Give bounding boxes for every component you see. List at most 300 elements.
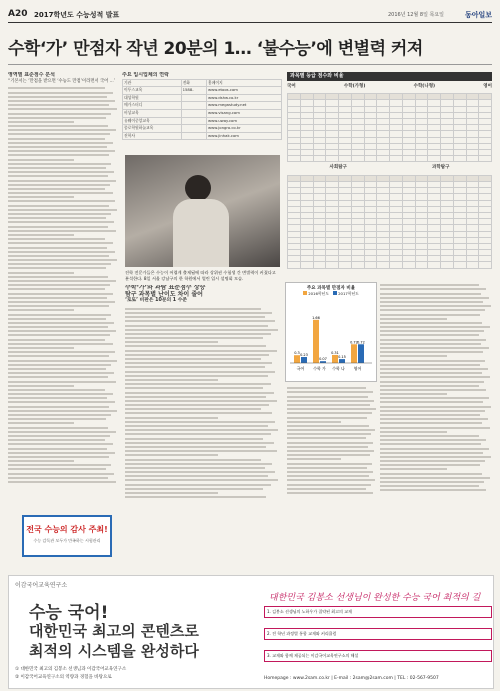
bar <box>358 344 364 363</box>
ad-box-text: 1. 김봉소 선생님의 노하우가 집약된 최고의 교재 <box>267 609 352 614</box>
text-line <box>380 464 480 466</box>
table-row <box>288 156 492 162</box>
text-line <box>8 221 114 223</box>
text-line <box>8 460 74 462</box>
text-line <box>8 138 105 140</box>
text-line <box>8 330 116 332</box>
cell <box>377 156 390 162</box>
middle-article <box>125 285 280 500</box>
text-line <box>8 146 107 148</box>
text-line <box>8 159 74 161</box>
text-line <box>8 406 109 408</box>
data-label: 0.07 <box>319 357 327 362</box>
cell <box>402 156 415 162</box>
text-line <box>380 406 491 408</box>
ad-box-text: 3. 교재와 함께 제공되는 이감국어교육연구소의 해설 <box>267 653 359 658</box>
text-line <box>8 284 110 286</box>
person-body <box>173 199 229 267</box>
chart-container <box>285 282 377 382</box>
text-line <box>380 297 489 299</box>
cell <box>364 262 377 268</box>
cell <box>428 262 441 268</box>
score-table-title: 과목별 등급 점수와 비율 <box>287 72 492 81</box>
ad-box <box>264 650 492 662</box>
subject-label: 수학(나형) <box>413 83 436 89</box>
text-line <box>125 479 278 481</box>
data-label: 0.72 <box>357 340 365 345</box>
article-body <box>125 308 280 500</box>
text-line <box>380 473 482 475</box>
text-line <box>8 355 109 357</box>
text-line <box>8 263 111 265</box>
text-line <box>125 459 261 461</box>
text-line <box>380 485 479 487</box>
text-line <box>125 450 277 452</box>
text-line <box>287 391 373 393</box>
text-line <box>8 121 74 123</box>
text-line <box>287 463 372 465</box>
text-line <box>8 100 115 102</box>
table-row <box>123 102 282 110</box>
text-line <box>380 456 491 458</box>
subject-label: 과학탐구 <box>432 165 450 171</box>
cell <box>351 156 364 162</box>
text-line <box>380 360 485 362</box>
ad-headline-1: 수능 국어! <box>29 603 109 623</box>
text-line <box>8 385 74 387</box>
text-line <box>380 309 485 311</box>
text-line <box>380 284 479 286</box>
cell: www.visang.com <box>207 109 282 117</box>
text-line <box>8 196 74 198</box>
text-line <box>8 305 109 307</box>
newspaper-logo: 동아일보 <box>464 11 492 19</box>
cell <box>377 262 390 268</box>
text-line <box>8 255 109 257</box>
text-line <box>8 259 117 261</box>
text-line <box>125 392 274 394</box>
text-line <box>287 433 371 435</box>
text-line <box>380 322 482 324</box>
text-line <box>125 350 277 352</box>
ad-box <box>264 606 492 618</box>
contact-table <box>122 79 282 141</box>
cell <box>415 262 428 268</box>
cell: 메가스터디 <box>123 102 182 110</box>
category-label: 수학 나 <box>332 366 345 371</box>
text-line <box>287 475 369 477</box>
text-line <box>8 92 113 94</box>
ad-subtitle: 수능 감독관 모두가 만족하는 시험관리 <box>33 538 101 543</box>
text-line <box>125 492 218 494</box>
text-line <box>8 167 106 169</box>
cell <box>415 156 428 162</box>
mid-right-article <box>287 385 377 500</box>
text-line <box>8 104 109 106</box>
text-line <box>8 477 108 479</box>
ad-title: 전국 수능의 감사 주최! <box>26 525 108 534</box>
text-line <box>287 458 341 460</box>
text-line <box>8 368 106 370</box>
text-line <box>8 280 116 282</box>
text-line <box>287 417 367 419</box>
text-line <box>287 396 368 398</box>
cell <box>479 262 492 268</box>
text-line <box>380 343 481 345</box>
text-line <box>125 404 269 406</box>
text-line <box>8 113 111 115</box>
score-table <box>287 93 492 162</box>
middle-heading-2: 탐구 과목별 난이도 차이 줄어 <box>125 290 203 298</box>
text-line <box>8 318 106 320</box>
ad-script-title: 대한민국 김봉소 선생님이 완성한 수능 국어 최적의 길 <box>269 593 481 603</box>
text-line <box>125 400 277 402</box>
cell <box>441 262 454 268</box>
legend-label: 2017학년도 <box>338 291 359 296</box>
cell <box>339 262 352 268</box>
ad-headline-3: 최적의 시스템을 완성하다 <box>29 642 199 660</box>
cell <box>313 262 326 268</box>
text-line <box>125 341 218 343</box>
cell <box>441 156 454 162</box>
text-line <box>8 334 110 336</box>
text-line <box>380 351 483 353</box>
headline: 수학‘가’ 만점자 작년 20분의 1… ‘불수능’에 변별력 커져 <box>8 39 423 59</box>
text-line <box>125 471 275 473</box>
text-line <box>8 376 108 378</box>
text-line <box>8 180 116 182</box>
cell: 진학사 <box>123 132 182 140</box>
text-line <box>8 117 106 119</box>
text-line <box>380 439 486 441</box>
text-line <box>380 293 481 295</box>
text-line <box>125 329 278 331</box>
middle-heading-1: 수학‘가’와 과탐 표준점수 상승 <box>125 285 206 291</box>
text-line <box>8 401 115 403</box>
cell: 이투스교육 <box>123 87 182 95</box>
text-line <box>125 438 263 440</box>
cell <box>313 156 326 162</box>
text-line <box>8 200 115 202</box>
text-line <box>380 334 479 336</box>
person-head <box>185 175 211 201</box>
text-line <box>380 376 490 378</box>
text-line <box>8 142 113 144</box>
text-line <box>8 205 109 207</box>
text-line <box>8 422 74 424</box>
text-line <box>380 397 489 399</box>
cell <box>181 132 206 140</box>
cell: 1588- <box>181 87 206 95</box>
text-line <box>125 408 261 410</box>
cell <box>326 156 339 162</box>
cell <box>466 262 479 268</box>
text-line <box>125 446 266 448</box>
cell: 유웨이중앙교육 <box>123 117 182 125</box>
score-grid <box>287 175 492 269</box>
text-line <box>8 443 113 445</box>
cell <box>181 125 206 133</box>
text-line <box>8 234 74 236</box>
text-line <box>380 414 480 416</box>
ad-footer: Homepage : www.2sam.co.kr | E-mail : 2sam@2sam.com | TEL : 02-567-9507 <box>264 676 439 681</box>
text-line <box>125 475 268 477</box>
text-line <box>125 454 218 456</box>
text-line <box>8 133 110 135</box>
text-line <box>380 381 484 383</box>
text-line <box>8 242 113 244</box>
cell <box>288 262 301 268</box>
text-line <box>125 312 272 314</box>
text-line <box>287 404 370 406</box>
chart-title: 주요 과목별 만점자 비율 <box>306 286 356 291</box>
text-line <box>125 345 266 347</box>
text-line <box>125 371 275 373</box>
text-line <box>287 408 376 410</box>
text-line <box>8 435 110 437</box>
text-line <box>8 468 106 470</box>
ad-box <box>264 628 492 640</box>
text-line <box>125 383 271 385</box>
text-line <box>380 418 488 420</box>
text-line <box>380 288 486 290</box>
text-line <box>8 452 115 454</box>
ad-banner-small[interactable] <box>22 515 112 557</box>
text-line <box>8 87 105 89</box>
text-line <box>380 401 483 403</box>
text-line <box>8 108 117 110</box>
text-line <box>287 442 373 444</box>
cell <box>300 262 313 268</box>
text-line <box>380 410 485 412</box>
text-line <box>380 489 486 491</box>
ad-bullets <box>15 666 126 682</box>
cell <box>181 109 206 117</box>
text-line <box>380 468 447 470</box>
text-line <box>380 435 479 437</box>
data-label: 0.23 <box>300 353 308 358</box>
ad-banner-large[interactable] <box>8 575 494 689</box>
text-line <box>380 385 479 387</box>
text-line <box>8 276 108 278</box>
text-line <box>8 192 113 194</box>
cell <box>428 156 441 162</box>
data-label: 1.66 <box>312 315 320 320</box>
text-line <box>8 188 105 190</box>
text-line <box>8 431 116 433</box>
text-line <box>125 325 268 327</box>
cell: www.dshw.co.kr <box>207 94 282 102</box>
text-line <box>380 389 486 391</box>
text-line <box>8 389 105 391</box>
text-line <box>125 467 265 469</box>
text-line <box>8 381 116 383</box>
table-row <box>123 117 282 125</box>
text-line <box>8 351 115 353</box>
article-body <box>380 284 492 491</box>
text-line <box>8 297 107 299</box>
section-title: 2017학년도 수능성적 발표 <box>34 11 120 19</box>
text-line <box>125 379 218 381</box>
text-line <box>380 477 490 479</box>
text-line <box>287 421 341 423</box>
cell: 비상교육 <box>123 109 182 117</box>
text-line <box>8 326 108 328</box>
text-line <box>8 414 111 416</box>
text-line <box>8 209 117 211</box>
article-heading: 영역별 표준점수 분석 <box>8 72 55 78</box>
text-line <box>380 427 490 429</box>
ad-box-text: 2. 전 학년 과정별 통합 교재와 커리큘럼 <box>267 631 337 636</box>
cell <box>300 156 313 162</box>
text-line <box>8 464 111 466</box>
text-line <box>8 372 114 374</box>
text-line <box>8 213 111 215</box>
cell: www.jinhak.com <box>207 132 282 140</box>
table-row <box>123 132 282 140</box>
data-label: 0.15 <box>338 355 346 360</box>
text-line <box>287 488 366 490</box>
bar <box>351 344 357 363</box>
cell <box>181 117 206 125</box>
text-line <box>8 129 116 131</box>
table-row <box>123 125 282 133</box>
category-label: 영어 <box>353 366 362 371</box>
text-line <box>8 125 108 127</box>
text-line <box>125 366 265 368</box>
cell: www.megastudy.net <box>207 102 282 110</box>
text-line <box>125 421 275 423</box>
article-body <box>287 387 377 494</box>
text-line <box>8 154 109 156</box>
text-line <box>8 184 110 186</box>
text-line <box>380 460 485 462</box>
cell <box>453 156 466 162</box>
text-line <box>8 473 114 475</box>
cell: 대성학원 <box>123 94 182 102</box>
category-label: 수학 가 <box>313 366 326 371</box>
text-line <box>8 293 113 295</box>
col-header: 기관 <box>123 79 182 87</box>
text-line <box>380 301 483 303</box>
text-line <box>8 309 74 311</box>
text-line <box>380 372 482 374</box>
table-row <box>123 94 282 102</box>
data-label: 0.31 <box>331 350 339 355</box>
text-line <box>8 360 117 362</box>
text-line <box>287 484 371 486</box>
text-line <box>287 479 375 481</box>
text-line <box>125 488 263 490</box>
text-line <box>8 456 109 458</box>
text-line <box>8 247 107 249</box>
text-line <box>125 496 266 498</box>
data-label: 0.3 <box>294 351 300 356</box>
cell <box>364 156 377 162</box>
text-line <box>380 355 447 357</box>
text-line <box>8 96 107 98</box>
text-line <box>8 418 106 420</box>
contact-table-title: 주요 입시업체의 연락 <box>122 72 169 78</box>
cell <box>479 156 492 162</box>
score-grid <box>287 93 492 162</box>
text-line <box>287 425 369 427</box>
contact-table-block <box>122 72 282 148</box>
text-line <box>125 337 263 339</box>
text-line <box>8 439 105 441</box>
bar <box>301 357 307 363</box>
text-line <box>380 339 486 341</box>
text-line <box>8 171 114 173</box>
cell <box>453 262 466 268</box>
middle-heading-3: ‘로또’ 비판은 10분의 1 수준 <box>125 298 188 304</box>
cell: www.jongro.co.kr <box>207 125 282 133</box>
text-line <box>125 412 272 414</box>
text-line <box>287 412 372 414</box>
text-line <box>8 347 74 349</box>
text-line <box>8 410 117 412</box>
page-number: A20 <box>8 9 28 19</box>
text-line <box>380 326 490 328</box>
bar-chart <box>286 297 376 375</box>
data-label: 0.72 <box>350 340 358 345</box>
cell: www.uway.com <box>207 117 282 125</box>
text-line <box>287 467 367 469</box>
text-line <box>8 251 115 253</box>
text-line <box>8 301 115 303</box>
bar <box>332 355 338 363</box>
cell <box>288 156 301 162</box>
table-row <box>288 262 492 268</box>
text-line <box>125 417 218 419</box>
divider <box>8 64 492 65</box>
text-line <box>8 397 107 399</box>
text-line <box>287 471 373 473</box>
text-line <box>380 452 483 454</box>
text-line <box>125 396 266 398</box>
legend-label: 2016학년도 <box>308 291 329 296</box>
text-line <box>380 422 482 424</box>
text-line <box>125 354 269 356</box>
text-line <box>8 230 116 232</box>
lecture-photo <box>125 155 280 267</box>
ad-headline-2: 대한민국 최고의 콘텐츠로 <box>29 622 199 640</box>
text-line <box>125 387 263 389</box>
text-line <box>287 429 375 431</box>
text-line <box>125 362 272 364</box>
page-header <box>8 8 492 23</box>
article-body <box>8 87 118 483</box>
text-line <box>8 364 111 366</box>
text-line <box>8 267 106 269</box>
cell <box>390 262 403 268</box>
col-header: 전화 <box>181 79 206 87</box>
cell <box>351 262 364 268</box>
text-line <box>8 339 105 341</box>
text-line <box>380 314 480 316</box>
cell: 종로학원하늘교육 <box>123 125 182 133</box>
article-lead: “기본서는 ‘만점을 받으면 ‘수능도 만점’이라면서 국어 ...’ <box>8 78 116 84</box>
subject-label: 사회탐구 <box>329 165 347 171</box>
text-line <box>8 322 114 324</box>
text-line <box>8 217 106 219</box>
text-line <box>8 427 108 429</box>
bar <box>313 320 319 363</box>
text-line <box>380 393 447 395</box>
text-line <box>380 347 489 349</box>
text-line <box>125 442 274 444</box>
text-line <box>8 393 113 395</box>
